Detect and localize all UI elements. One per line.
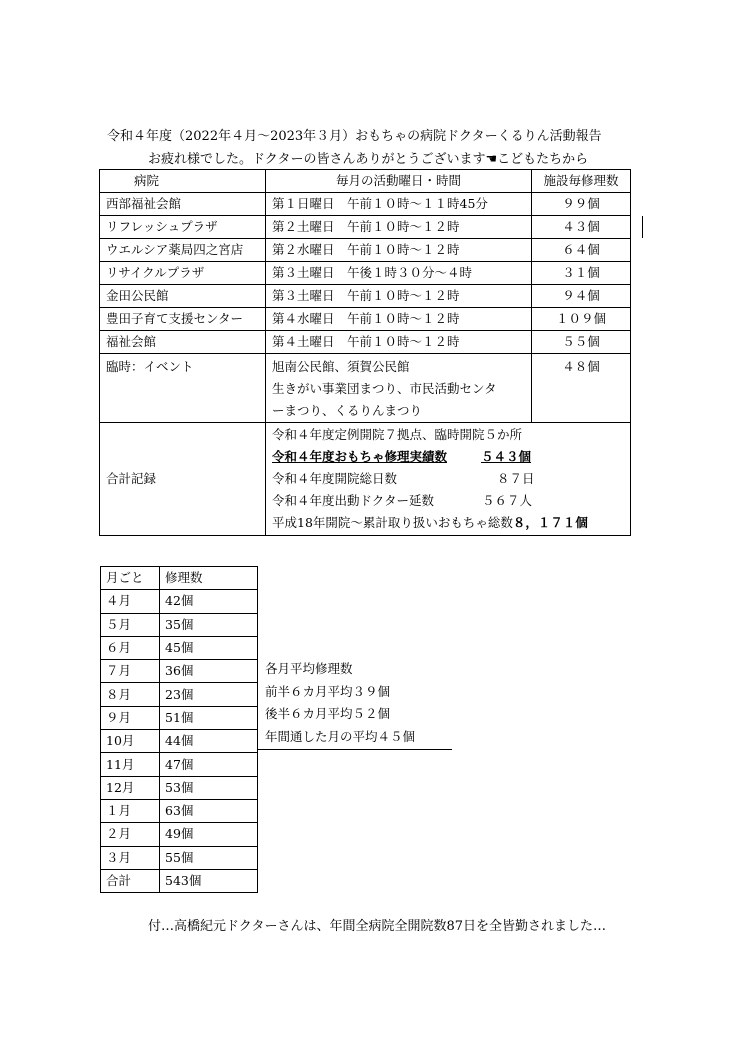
month-count: 45個	[160, 636, 258, 659]
repair-count: ９４個	[532, 285, 631, 308]
table-row	[100, 262, 631, 285]
month-count: 42個	[160, 590, 258, 613]
hospital-name: リサイクルプラザ	[100, 262, 266, 285]
schedule: 第２土曜日 午前１０時〜１２時	[266, 216, 532, 239]
repair-count: ４３個	[532, 216, 631, 239]
table-header-row	[100, 170, 631, 193]
monthly-table	[100, 566, 258, 893]
month-label: ４月	[101, 590, 160, 613]
month-label: ５月	[101, 613, 160, 636]
col-header-month: 月ごと	[101, 567, 160, 590]
repair-count: １０９個	[532, 308, 631, 331]
month-count: 51個	[160, 706, 258, 729]
repair-count: ９９個	[532, 193, 631, 216]
month-count: 36個	[160, 660, 258, 683]
month-count: 35個	[160, 613, 258, 636]
summary-repairs-value: ５４３個	[481, 449, 532, 464]
hospital-name: 豊田子育て支援センター	[100, 308, 266, 331]
summary-sites: 令和４年度定例開院７拠点、臨時開院５か所	[272, 427, 523, 442]
col-header-count: 施設毎修理数	[532, 170, 631, 193]
month-count: 53個	[160, 776, 258, 799]
summary-doctors-value: ５６７人	[482, 493, 533, 508]
repair-count: ３１個	[532, 262, 631, 285]
summary-details	[266, 423, 631, 536]
month-label: 12月	[101, 776, 160, 799]
hospital-name: 福祉会館	[100, 331, 266, 354]
average-second-half: 後半６カ月平均５２個	[265, 706, 391, 721]
month-row	[101, 799, 258, 822]
schedule: 第１日曜日 午前１０時〜１１時45分	[266, 193, 532, 216]
summary-label: 合計記録	[100, 423, 266, 536]
hospital-name: リフレッシュプラザ	[100, 216, 266, 239]
month-label: ３月	[101, 846, 160, 869]
col-header-repairs: 修理数	[160, 567, 258, 590]
month-row	[101, 730, 258, 753]
summary-cumulative-label: 平成18年開院〜累計取り扱いおもちゃ総数	[272, 515, 513, 530]
month-row	[101, 613, 258, 636]
schedule: 第４土曜日 午前１０時〜１２時	[266, 331, 532, 354]
report-title: 令和４年度（2022年４月〜2023年３月）おもちゃの病院ドクターくるりん活動報告	[107, 129, 602, 144]
col-header-schedule: 毎月の活動曜日・時間	[266, 170, 532, 193]
event-line: 旭南公民館、須賀公民館	[272, 359, 410, 374]
hospital-name: 西部福祉会館	[100, 193, 266, 216]
average-title: 各月平均修理数	[265, 661, 353, 676]
average-first-half: 前半６カ月平均３９個	[265, 683, 391, 699]
summary-days-label: 令和４年度開院総日数	[272, 471, 398, 486]
repair-count: ５５個	[532, 331, 631, 354]
month-label: 11月	[101, 753, 160, 776]
schedule: 第３土曜日 午前１０時〜１２時	[266, 285, 532, 308]
average-notes	[265, 658, 415, 748]
report-subtitle: お疲れ様でした。ドクターの皆さんありがとうございます☚こどもたちから	[148, 152, 589, 167]
schedule: 第４水曜日 午前１０時〜１２時	[266, 308, 532, 331]
monthly-total-row	[101, 869, 258, 892]
schedule: 第２水曜日 午前１０時〜１２時	[266, 239, 532, 262]
month-count: 23個	[160, 683, 258, 706]
hospital-name: 金田公民館	[100, 285, 266, 308]
month-label: ６月	[101, 636, 160, 659]
event-count: ４８個	[532, 354, 631, 423]
schedule: 第３土曜日 午後１時３０分〜４時	[266, 262, 532, 285]
month-row	[101, 590, 258, 613]
average-underline	[258, 749, 452, 750]
summary-repairs-label: 令和４年度おもちゃ修理実績数	[272, 449, 448, 464]
month-label: ８月	[101, 683, 160, 706]
table-row	[100, 285, 631, 308]
month-label: ２月	[101, 823, 160, 846]
month-row	[101, 823, 258, 846]
summary-days-value: ８７日	[497, 471, 535, 486]
table-row	[100, 308, 631, 331]
summary-doctors	[272, 490, 624, 512]
month-row	[101, 683, 258, 706]
summary-cumulative	[272, 512, 624, 534]
activity-table	[99, 169, 631, 536]
month-row	[101, 753, 258, 776]
footer-note: 付…高橋紀元ドクターさんは、年間全病院全開院数87日を全皆勤されました…	[148, 919, 607, 934]
event-row	[100, 354, 631, 423]
total-label: 合計	[101, 869, 160, 892]
month-count: 47個	[160, 753, 258, 776]
summary-doctors-label: 令和４年度出動ドクター延数	[272, 493, 435, 508]
margin-bar	[642, 216, 643, 238]
month-label: ７月	[101, 660, 160, 683]
month-count: 63個	[160, 799, 258, 822]
month-row	[101, 706, 258, 729]
month-label: 10月	[101, 730, 160, 753]
month-row	[101, 660, 258, 683]
event-line: ーまつり、くるりんまつり	[272, 403, 423, 418]
repair-count: ６４個	[532, 239, 631, 262]
event-venues	[266, 354, 532, 423]
month-row	[101, 636, 258, 659]
month-count: 55個	[160, 846, 258, 869]
month-label: １月	[101, 799, 160, 822]
col-header-hospital: 病院	[100, 170, 266, 193]
hospital-name: ウエルシア薬局四之宮店	[100, 239, 266, 262]
month-count: 44個	[160, 730, 258, 753]
event-label: 臨時：イベント	[100, 354, 266, 423]
summary-days	[272, 468, 624, 490]
table-row	[100, 239, 631, 262]
month-count: 49個	[160, 823, 258, 846]
table-row	[100, 216, 631, 239]
summary-cumulative-value: ８，１７１個	[512, 515, 588, 530]
month-label: ９月	[101, 706, 160, 729]
summary-repairs	[272, 446, 624, 468]
table-row	[100, 331, 631, 354]
month-row	[101, 776, 258, 799]
total-count: 543個	[160, 869, 258, 892]
average-yearly: 年間通した月の平均４５個	[265, 728, 416, 744]
table-row	[100, 193, 631, 216]
month-row	[101, 846, 258, 869]
event-line: 生きがい事業団まつり、市民活動センタ	[272, 381, 497, 396]
summary-row	[100, 423, 631, 536]
monthly-header-row	[101, 567, 258, 590]
